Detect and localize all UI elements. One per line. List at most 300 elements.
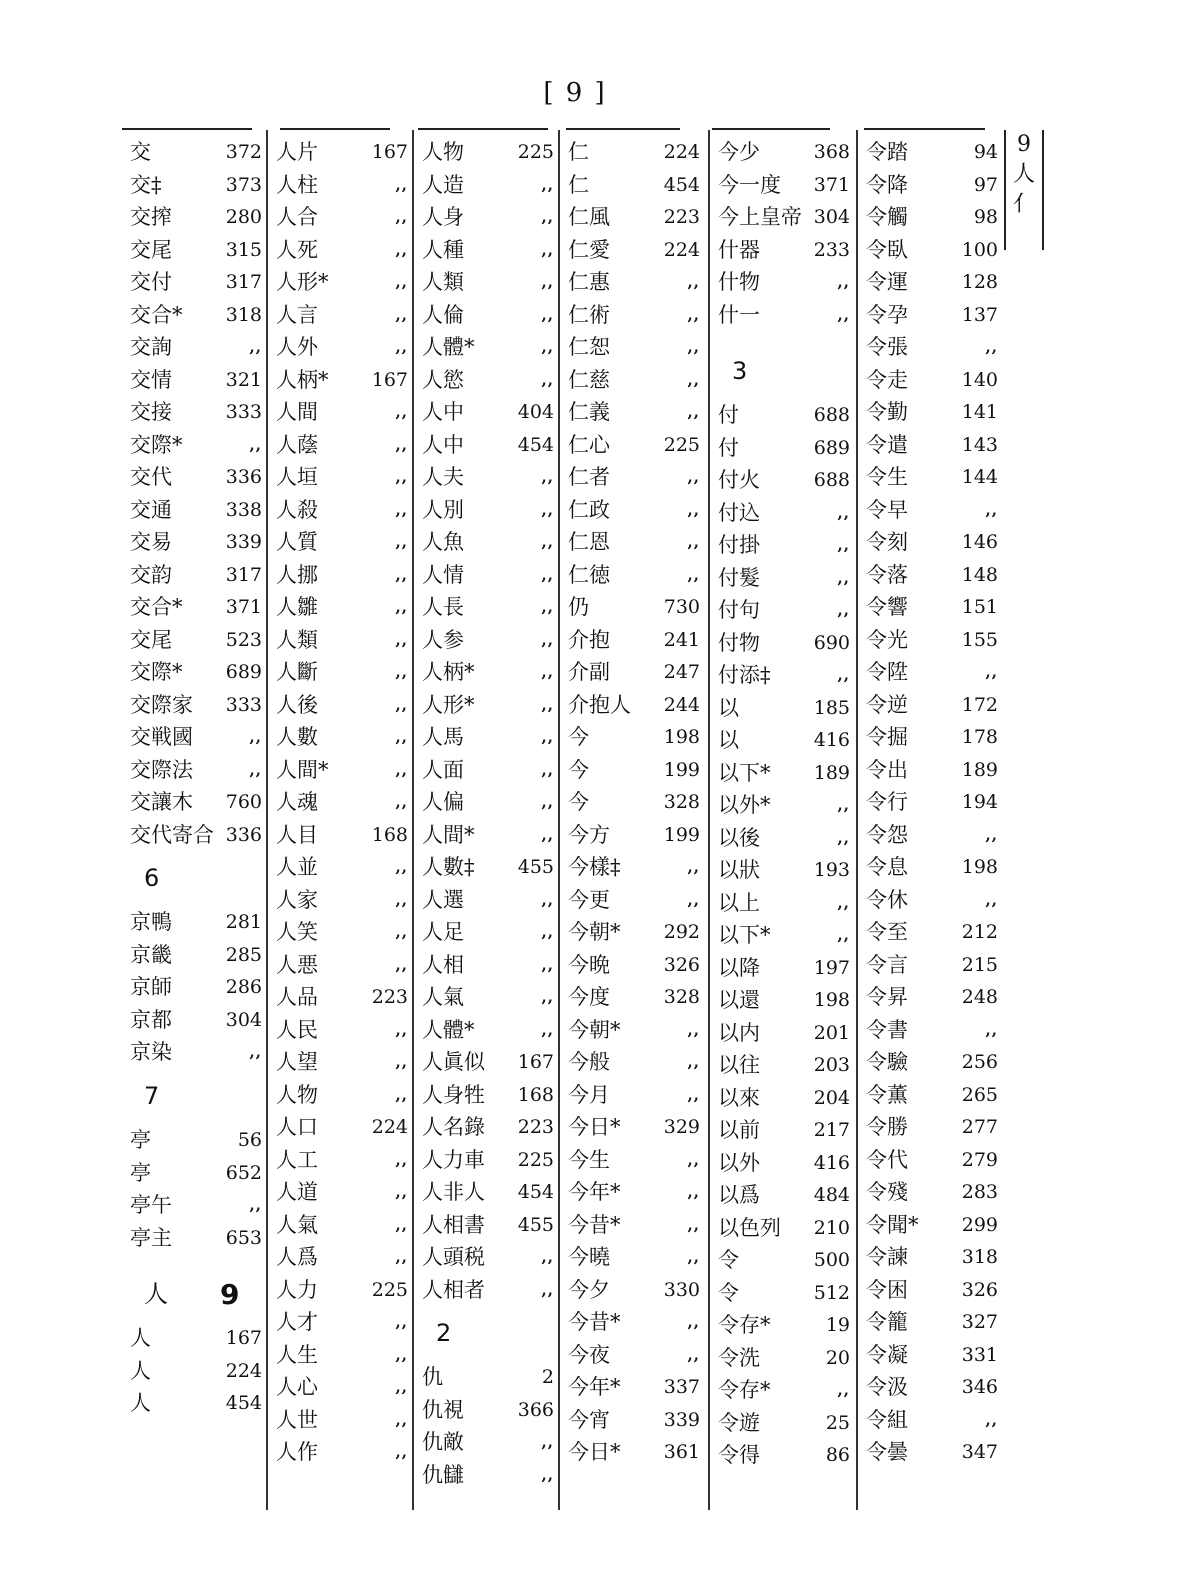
entry-word: 令遣: [866, 432, 908, 457]
heading-label: 7: [144, 1082, 160, 1111]
entry-page-ref: ,,: [837, 503, 850, 522]
entry-page-ref: 373: [225, 173, 262, 196]
index-column: [412, 130, 560, 1510]
entry-page-ref: 212: [961, 921, 998, 943]
entry-word: 人情: [422, 562, 464, 587]
index-entry: [130, 1036, 262, 1069]
entry-page-ref: 336: [225, 466, 262, 488]
entry-page-ref: 512: [813, 1281, 850, 1304]
index-entry: [130, 136, 262, 169]
entry-page-ref: ,,: [541, 468, 554, 486]
entry-word: 令孕: [866, 302, 908, 327]
entry-word: 仁術: [568, 302, 610, 327]
entry-word: 以爲: [718, 1183, 760, 1208]
index-entry: [718, 1277, 850, 1310]
entry-page-ref: ,,: [249, 1196, 262, 1214]
index-entry: [866, 396, 998, 429]
entry-word: 付火: [718, 468, 760, 493]
index-column: [266, 130, 414, 1510]
entry-word: 人: [130, 1358, 151, 1383]
entry-word: 人柄*: [276, 367, 329, 392]
index-entry: [422, 949, 554, 982]
index-entry: [130, 754, 262, 787]
side-tab-radical: 人: [1012, 162, 1035, 187]
entry-page-ref: 167: [517, 1051, 554, 1073]
index-entry: [568, 1436, 700, 1469]
entry-word: 亭: [130, 1128, 151, 1152]
side-index-tab: [1004, 130, 1044, 250]
entry-word: 人爲: [276, 1245, 318, 1269]
entry-page-ref: 333: [225, 401, 262, 423]
entry-page-ref: 193: [813, 859, 850, 882]
index-entry: [718, 299, 850, 332]
entry-word: 以: [718, 728, 739, 753]
entry-word: 人悪: [276, 952, 318, 977]
entry-page-ref: 455: [517, 1213, 554, 1236]
entry-word: 人柱: [276, 172, 318, 197]
entry-word: 人中: [422, 400, 464, 424]
index-entry: [866, 429, 998, 462]
entry-word: 今朝*: [568, 920, 621, 944]
index-entry: [866, 1079, 998, 1112]
entry-page-ref: 167: [371, 368, 408, 391]
entry-page-ref: 371: [813, 173, 850, 196]
entry-page-ref: 484: [813, 1184, 850, 1207]
entry-page-ref: 19: [825, 1314, 850, 1337]
index-entry: [866, 234, 998, 267]
index-entry: [130, 429, 262, 462]
entry-word: 人言: [276, 302, 318, 327]
entry-page-ref: ,,: [395, 565, 408, 584]
entry-page-ref: 224: [371, 1116, 408, 1138]
entry-word: 令: [718, 1248, 739, 1273]
index-entry: [718, 136, 850, 169]
entry-page-ref: 225: [517, 1148, 554, 1171]
index-entry: [718, 169, 850, 202]
entry-word: 今上皇帝: [718, 205, 802, 229]
index-entry: [568, 266, 700, 299]
entry-page-ref: ,,: [395, 500, 408, 519]
index-entry: [568, 461, 700, 494]
entry-word: 交合*: [130, 595, 183, 619]
entry-page-ref: ,,: [687, 1183, 700, 1201]
index-entry: [422, 1046, 554, 1079]
entry-word: 人類: [276, 627, 318, 652]
entry-page-ref: ,,: [541, 500, 554, 519]
index-entry: [568, 299, 700, 332]
entry-page-ref: ,,: [687, 1150, 700, 1169]
entry-page-ref: 224: [225, 1359, 262, 1382]
entry-word: 令: [718, 1280, 739, 1305]
entry-word: 令行: [866, 790, 908, 814]
index-entry: [422, 169, 554, 202]
entry-word: 仁風: [568, 205, 610, 229]
stroke-count-heading: [130, 1278, 262, 1311]
entry-word: 人生: [276, 1342, 318, 1367]
entry-page-ref: ,,: [687, 273, 700, 291]
entry-page-ref: 689: [225, 661, 262, 683]
entry-word: 人後: [276, 692, 318, 717]
entry-word: 以下*: [718, 760, 771, 785]
index-column: [122, 130, 268, 1510]
entry-word: 交代: [130, 465, 172, 489]
entry-word: 令觸: [866, 205, 908, 229]
entry-word: 付込: [718, 500, 760, 525]
entry-word: 交: [130, 140, 151, 164]
entry-word: 人種: [422, 237, 464, 262]
index-entry: [718, 757, 850, 790]
entry-page-ref: ,,: [395, 923, 408, 941]
entry-page-ref: ,,: [541, 370, 554, 389]
entry-word: 令代: [866, 1147, 908, 1172]
entry-word: 令光: [866, 627, 908, 652]
entry-word: 人體*: [422, 1017, 475, 1042]
entry-word: 人慾: [422, 367, 464, 392]
entry-word: 以後: [718, 825, 760, 850]
index-entry: [422, 721, 554, 754]
entry-page-ref: 241: [663, 628, 700, 651]
index-entry: [422, 624, 554, 657]
index-entry: [422, 234, 554, 267]
index-entry: [276, 461, 408, 494]
entry-word: 人参: [422, 627, 464, 652]
index-entry: [866, 331, 998, 364]
entry-word: 介副: [568, 660, 610, 684]
entry-word: 交詢: [130, 335, 172, 359]
index-entry: [718, 952, 850, 985]
entry-word: 京畿: [130, 942, 172, 967]
index-entry: [276, 591, 408, 624]
entry-page-ref: ,,: [249, 728, 262, 746]
entry-page-ref: 455: [517, 856, 554, 878]
entry-word: 付: [718, 435, 739, 460]
entry-page-ref: ,,: [837, 568, 850, 587]
entry-word: 今昔*: [568, 1310, 621, 1334]
index-entry: [866, 364, 998, 397]
entry-page-ref: ,,: [395, 533, 408, 551]
index-entry: [718, 724, 850, 757]
entry-word: 人物: [422, 140, 464, 164]
index-entry: [568, 851, 700, 884]
index-entry: [718, 822, 850, 855]
entry-page-ref: ,,: [395, 1183, 408, 1201]
index-entry: [568, 721, 700, 754]
index-entry: [568, 169, 700, 202]
entry-page-ref: 204: [813, 1086, 850, 1109]
index-entry: [130, 266, 262, 299]
entry-page-ref: 760: [225, 791, 262, 813]
entry-page-ref: 292: [663, 921, 700, 943]
entry-word: 人口: [276, 1115, 318, 1139]
entry-word: 令休: [866, 887, 908, 912]
index-entry: [568, 396, 700, 429]
entry-word: 令諫: [866, 1245, 908, 1269]
entry-page-ref: 299: [961, 1213, 998, 1236]
entry-word: 以外*: [718, 793, 771, 818]
entry-word: 令逆: [866, 692, 908, 717]
index-entry: [568, 1079, 700, 1112]
index-entry: [866, 1111, 998, 1144]
stroke-count-heading: [718, 355, 850, 388]
entry-page-ref: ,,: [249, 435, 262, 454]
entry-page-ref: ,,: [395, 1443, 408, 1461]
entry-page-ref: ,,: [687, 1248, 700, 1266]
index-entry: [866, 1209, 998, 1242]
entry-word: 人造: [422, 172, 464, 197]
index-entry: [130, 1004, 262, 1037]
entry-page-ref: 198: [961, 856, 998, 878]
index-entry: [718, 984, 850, 1017]
entry-word: 人長: [422, 595, 464, 619]
entry-word: 人間*: [422, 822, 475, 847]
entry-page-ref: 189: [813, 761, 850, 784]
entry-page-ref: 330: [663, 1278, 700, 1301]
index-entry: [276, 136, 408, 169]
index-entry: [718, 464, 850, 497]
entry-word: 仇讎: [422, 1462, 464, 1487]
entry-page-ref: 304: [813, 206, 850, 228]
entry-page-ref: 329: [663, 1116, 700, 1138]
entry-page-ref: 172: [961, 693, 998, 716]
index-entry: [422, 786, 554, 819]
entry-page-ref: ,,: [395, 1378, 408, 1396]
index-entry: [130, 396, 262, 429]
index-entry: [718, 399, 850, 432]
entry-word: 人頭税: [422, 1245, 485, 1269]
entry-word: 人體*: [422, 335, 475, 359]
entry-word: 交搾: [130, 205, 172, 229]
entry-page-ref: ,,: [541, 1280, 554, 1299]
index-entry: [276, 721, 408, 754]
index-entry: [276, 981, 408, 1014]
index-entry: [422, 1459, 554, 1492]
index-entry: [130, 461, 262, 494]
index-entry: [866, 819, 998, 852]
entry-page-ref: ,,: [395, 403, 408, 421]
entry-word: 人品: [276, 985, 318, 1009]
index-entry: [130, 786, 262, 819]
index-entry: [568, 949, 700, 982]
entry-word: 仁慈: [568, 367, 610, 392]
index-entry: [866, 851, 998, 884]
entry-word: 人工: [276, 1147, 318, 1172]
entry-word: 今度: [568, 985, 610, 1009]
index-entry: [718, 529, 850, 562]
entry-word: 仁者: [568, 465, 610, 489]
entry-page-ref: 454: [517, 433, 554, 456]
entry-word: 人作: [276, 1440, 318, 1464]
index-entry: [422, 689, 554, 722]
entry-page-ref: 167: [225, 1327, 262, 1350]
entry-word: 令降: [866, 172, 908, 197]
entry-page-ref: ,,: [395, 1215, 408, 1234]
entry-word: 仁恕: [568, 335, 610, 359]
entry-page-ref: 279: [961, 1148, 998, 1171]
index-entry: [130, 656, 262, 689]
entry-word: 人心: [276, 1375, 318, 1399]
entry-page-ref: ,,: [837, 305, 850, 324]
entry-word: 介抱人: [568, 692, 631, 717]
entry-word: 人相書: [422, 1212, 485, 1237]
entry-page-ref: 199: [663, 823, 700, 846]
index-entry: [276, 754, 408, 787]
entry-page-ref: ,,: [395, 305, 408, 324]
index-entry: [866, 461, 998, 494]
entry-word: 令刻: [866, 530, 908, 554]
index-entry: [276, 1176, 408, 1209]
entry-word: 人家: [276, 887, 318, 912]
entry-page-ref: 223: [663, 206, 700, 228]
entry-word: 付物: [718, 630, 760, 655]
entry-word: 交際*: [130, 660, 183, 684]
index-entry: [130, 559, 262, 592]
entry-word: 今月: [568, 1082, 610, 1107]
entry-page-ref: 347: [961, 1441, 998, 1463]
index-entry: [130, 1189, 262, 1222]
entry-page-ref: ,,: [687, 858, 700, 876]
index-entry: [130, 201, 262, 234]
index-entry: [568, 884, 700, 917]
entry-page-ref: 225: [371, 1278, 408, 1301]
entry-word: 交合*: [130, 302, 183, 327]
entry-page-ref: 688: [813, 404, 850, 427]
stroke-count-heading: [422, 1317, 554, 1350]
entry-word: 令昇: [866, 985, 908, 1009]
entry-page-ref: ,,: [687, 1215, 700, 1234]
entry-page-ref: ,,: [395, 630, 408, 649]
entry-page-ref: 168: [371, 823, 408, 846]
index-entry: [718, 1439, 850, 1472]
index-entry: [276, 786, 408, 819]
index-entry: [718, 1017, 850, 1050]
entry-word: 交際法: [130, 757, 193, 782]
index-entry: [276, 916, 408, 949]
index-entry: [866, 526, 998, 559]
entry-word: 令汲: [866, 1375, 908, 1399]
index-entry: [422, 1176, 554, 1209]
entry-page-ref: ,,: [395, 1150, 408, 1169]
entry-word: 人力: [276, 1277, 318, 1302]
entry-word: 令組: [866, 1407, 908, 1432]
entry-page-ref: ,,: [395, 663, 408, 681]
entry-page-ref: 143: [961, 433, 998, 456]
entry-page-ref: 265: [961, 1083, 998, 1106]
entry-page-ref: 366: [517, 1398, 554, 1421]
entry-word: 人選: [422, 887, 464, 912]
entry-word: 付: [718, 403, 739, 428]
entry-page-ref: 141: [961, 401, 998, 423]
entry-word: 以上: [718, 890, 760, 915]
entry-word: 人名錄: [422, 1115, 485, 1139]
entry-word: 什物: [718, 270, 760, 294]
entry-page-ref: 25: [825, 1411, 850, 1434]
entry-page-ref: 94: [973, 141, 998, 163]
index-entry: [276, 851, 408, 884]
entry-word: 仁恩: [568, 530, 610, 554]
index-entry: [422, 526, 554, 559]
entry-page-ref: ,,: [541, 338, 554, 356]
entry-page-ref: 304: [225, 1008, 262, 1031]
index-entry: [568, 916, 700, 949]
entry-page-ref: 416: [813, 729, 850, 752]
index-entry: [568, 1274, 700, 1307]
entry-page-ref: ,,: [395, 273, 408, 291]
entry-word: 令言: [866, 952, 908, 977]
index-entry: [866, 1339, 998, 1372]
entry-page-ref: ,,: [541, 630, 554, 649]
heading-label: 人: [144, 1280, 168, 1309]
entry-page-ref: 189: [961, 758, 998, 781]
entry-word: 令生: [866, 465, 908, 489]
index-entry: [866, 559, 998, 592]
entry-page-ref: 283: [961, 1181, 998, 1203]
index-column: [856, 130, 1004, 1510]
entry-page-ref: ,,: [395, 468, 408, 486]
index-entry: [422, 429, 554, 462]
entry-page-ref: 416: [813, 1151, 850, 1174]
entry-page-ref: ,,: [541, 1248, 554, 1266]
index-entry: [718, 562, 850, 595]
index-entry: [718, 201, 850, 234]
entry-page-ref: 151: [961, 596, 998, 618]
index-entry: [276, 299, 408, 332]
entry-word: 以外: [718, 1150, 760, 1175]
entry-page-ref: 224: [663, 238, 700, 261]
entry-page-ref: ,,: [687, 1053, 700, 1071]
entry-word: 今晩: [568, 952, 610, 977]
side-tab-radical-variant: 亻: [1012, 192, 1035, 217]
index-entry: [422, 559, 554, 592]
entry-word: 今少: [718, 140, 760, 164]
index-entry: [276, 1079, 408, 1112]
index-entry: [866, 754, 998, 787]
entry-page-ref: 339: [663, 1408, 700, 1431]
entry-page-ref: 128: [961, 271, 998, 293]
entry-word: 令落: [866, 562, 908, 587]
entry-page-ref: ,,: [541, 565, 554, 584]
entry-page-ref: 361: [663, 1441, 700, 1463]
entry-word: 今夕: [568, 1277, 610, 1302]
entry-word: 交‡: [130, 172, 162, 197]
index-entry: [276, 331, 408, 364]
entry-page-ref: ,,: [541, 728, 554, 746]
entry-page-ref: 730: [663, 596, 700, 618]
index-entry: [718, 854, 850, 887]
entry-page-ref: 155: [961, 628, 998, 651]
entry-page-ref: 653: [225, 1226, 262, 1249]
entry-word: 人挪: [276, 562, 318, 587]
index-entry: [568, 1371, 700, 1404]
entry-word: 今日*: [568, 1440, 621, 1464]
entry-word: 人力車: [422, 1147, 485, 1172]
index-entry: [718, 789, 850, 822]
entry-word: 以狀: [718, 858, 760, 883]
entry-page-ref: ,,: [985, 890, 998, 909]
entry-page-ref: 233: [813, 238, 850, 261]
index-entry: [568, 1014, 700, 1047]
entry-word: 令書: [866, 1017, 908, 1042]
entry-word: 人數‡: [422, 855, 475, 879]
index-entry: [130, 624, 262, 657]
index-entry: [568, 819, 700, 852]
index-entry: [718, 266, 850, 299]
entry-word: 令驗: [866, 1050, 908, 1074]
entry-page-ref: 210: [813, 1216, 850, 1239]
entry-page-ref: 338: [225, 498, 262, 521]
index-entry: [718, 1114, 850, 1147]
entry-page-ref: ,,: [687, 468, 700, 486]
entry-page-ref: ,,: [687, 890, 700, 909]
